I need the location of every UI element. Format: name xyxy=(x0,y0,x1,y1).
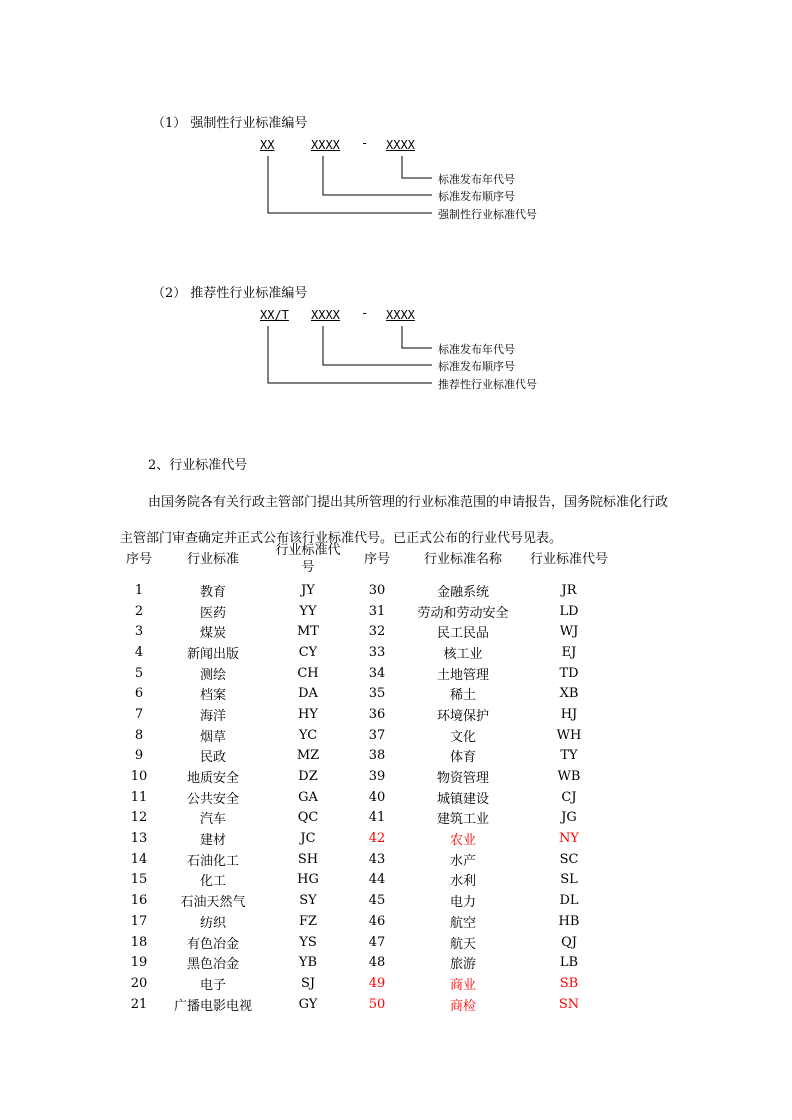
mandatory-label-seq: 标准发布顺序号 xyxy=(438,190,515,203)
row-seq-1: 5 xyxy=(134,665,144,681)
row-industry-1: 公共安全 xyxy=(186,791,239,807)
row-industry-1: 广播电影电视 xyxy=(173,998,252,1014)
row-industry-2: 环境保护 xyxy=(436,708,489,724)
row-industry-2: 城镇建设 xyxy=(436,791,489,807)
row-seq-2: 45 xyxy=(368,893,386,909)
recommended-code-dash: - xyxy=(361,306,369,320)
row-seq-2: 48 xyxy=(368,955,386,971)
industry-code-table xyxy=(118,538,616,1014)
row-industry-1: 测绘 xyxy=(199,667,226,683)
table-row xyxy=(118,663,616,684)
header-code-1: 行业标准代号 xyxy=(275,543,341,575)
row-industry-1: 海洋 xyxy=(199,708,226,724)
row-seq-1: 12 xyxy=(130,810,148,826)
row-seq-1: 1 xyxy=(134,582,144,598)
row-code-1: GA xyxy=(298,789,318,805)
section-paragraph: 由国务院各有关行政主管部门提出其所管理的行业标准范围的申请报告，国务院标准化行政主管部门审查确定并正式公布该行业标准代号。已正式公布的行业代号见表。 xyxy=(120,495,669,546)
table-row xyxy=(118,621,616,642)
row-industry-2: 劳动和劳动安全 xyxy=(417,605,509,621)
table-row xyxy=(118,704,616,725)
row-seq-2: 50 xyxy=(368,996,386,1012)
row-industry-1: 烟草 xyxy=(199,729,226,745)
row-code-2: SL xyxy=(560,872,578,888)
row-industry-2: 文化 xyxy=(449,729,476,745)
row-seq-2: 43 xyxy=(368,851,386,867)
row-seq-1: 13 xyxy=(130,831,148,847)
recommended-label-year: 标准发布年代号 xyxy=(438,343,515,356)
row-code-1: CH xyxy=(297,665,319,681)
table-row xyxy=(118,932,616,953)
row-industry-2: 航空 xyxy=(449,915,476,931)
row-industry-2: 旅游 xyxy=(449,957,476,973)
row-code-2: HJ xyxy=(560,706,578,722)
row-industry-2: 航天 xyxy=(449,936,476,952)
table-row xyxy=(118,828,616,849)
row-industry-2: 商业 xyxy=(449,977,476,993)
row-industry-1: 教育 xyxy=(199,584,226,600)
table-body xyxy=(118,580,616,1014)
row-industry-2: 物资管理 xyxy=(436,771,489,787)
row-code-2: LB xyxy=(559,955,579,971)
row-seq-1: 10 xyxy=(130,769,148,785)
table-row xyxy=(118,766,616,787)
row-code-2: SN xyxy=(558,996,580,1012)
row-seq-1: 15 xyxy=(130,872,148,888)
mandatory-label-code: 强制性行业标准代号 xyxy=(438,208,537,221)
row-code-1: HG xyxy=(297,872,319,888)
row-industry-1: 档案 xyxy=(199,688,226,704)
table-row xyxy=(118,890,616,911)
row-industry-1: 黑色冶金 xyxy=(186,957,239,973)
header-seq-1: 序号 xyxy=(125,551,152,567)
row-industry-1: 民政 xyxy=(199,750,226,766)
row-industry-1: 煤炭 xyxy=(199,626,226,642)
table-row xyxy=(118,601,616,622)
row-code-2: DL xyxy=(559,893,579,909)
row-industry-2: 农业 xyxy=(449,833,476,849)
row-code-1: MT xyxy=(297,624,319,640)
row-industry-1: 建材 xyxy=(199,833,226,849)
row-industry-1: 石油化工 xyxy=(186,853,239,869)
row-seq-1: 8 xyxy=(134,727,144,743)
row-code-2: QJ xyxy=(561,934,577,950)
row-industry-1: 有色冶金 xyxy=(186,936,239,952)
row-seq-2: 33 xyxy=(368,644,386,660)
row-industry-1: 地质安全 xyxy=(186,771,239,787)
table-row xyxy=(118,580,616,601)
mandatory-code-prefix: XX xyxy=(260,138,275,152)
recommended-code-year: XXXX xyxy=(386,308,415,322)
recommended-code-prefix: XX/T xyxy=(260,308,289,322)
table-row xyxy=(118,952,616,973)
header-industry-1: 行业标准 xyxy=(186,551,239,567)
row-code-1: GY xyxy=(298,996,318,1012)
row-code-2: LD xyxy=(559,603,579,619)
row-industry-2: 商检 xyxy=(449,998,476,1014)
row-seq-2: 49 xyxy=(368,975,386,991)
row-seq-1: 3 xyxy=(134,624,144,640)
row-code-2: CJ xyxy=(561,789,577,805)
row-code-1: QC xyxy=(297,810,319,826)
table-header-row xyxy=(118,538,616,580)
row-seq-2: 37 xyxy=(368,727,386,743)
row-industry-2: 核工业 xyxy=(443,646,483,662)
row-seq-2: 39 xyxy=(368,769,386,785)
row-seq-1: 21 xyxy=(130,996,148,1012)
row-code-1: YC xyxy=(298,727,318,743)
row-code-1: HY xyxy=(298,706,318,722)
row-code-1: SJ xyxy=(300,975,316,991)
row-code-1: MZ xyxy=(296,748,320,764)
row-industry-1: 化工 xyxy=(199,874,226,890)
row-code-1: SH xyxy=(297,851,319,867)
row-code-2: HB xyxy=(558,913,580,929)
row-industry-2: 土地管理 xyxy=(436,667,489,683)
row-seq-1: 9 xyxy=(134,748,144,764)
row-code-2: EJ xyxy=(561,644,577,660)
row-seq-1: 11 xyxy=(130,789,148,805)
row-seq-2: 47 xyxy=(368,934,386,950)
row-industry-2: 水产 xyxy=(449,853,476,869)
row-code-2: TD xyxy=(559,665,579,681)
row-industry-2: 金融系统 xyxy=(436,584,489,600)
table-row xyxy=(118,911,616,932)
mandatory-code-dash: - xyxy=(361,136,369,150)
header-seq-2: 序号 xyxy=(363,551,390,567)
recommended-title: （2） 推荐性行业标准编号 xyxy=(152,286,308,301)
row-industry-1: 石油天然气 xyxy=(180,895,246,911)
row-seq-1: 17 xyxy=(130,913,148,929)
row-seq-2: 35 xyxy=(368,686,386,702)
row-code-2: XB xyxy=(559,686,579,702)
row-seq-1: 16 xyxy=(130,893,148,909)
header-industry-2: 行业标准名称 xyxy=(423,551,502,567)
row-seq-1: 14 xyxy=(130,851,148,867)
row-seq-2: 40 xyxy=(368,789,386,805)
row-seq-2: 41 xyxy=(368,810,386,826)
row-seq-2: 36 xyxy=(368,706,386,722)
row-seq-2: 38 xyxy=(368,748,386,764)
row-code-1: DZ xyxy=(298,769,318,785)
row-seq-1: 6 xyxy=(134,686,144,702)
row-industry-1: 电子 xyxy=(199,977,226,993)
row-seq-2: 46 xyxy=(368,913,386,929)
row-industry-1: 纺织 xyxy=(199,915,226,931)
section-heading: 2、行业标准代号 xyxy=(148,458,248,473)
row-industry-2: 水利 xyxy=(449,874,476,890)
row-code-2: WJ xyxy=(559,624,579,640)
row-code-2: TY xyxy=(560,748,578,764)
row-code-2: JR xyxy=(561,582,577,598)
table-row xyxy=(118,746,616,767)
row-industry-2: 民工民品 xyxy=(436,626,489,642)
row-seq-2: 31 xyxy=(368,603,386,619)
row-seq-2: 32 xyxy=(368,624,386,640)
row-seq-2: 42 xyxy=(368,831,386,847)
recommended-code-sequence: XXXX xyxy=(311,308,340,322)
row-code-1: FZ xyxy=(298,913,318,929)
mandatory-label-year: 标准发布年代号 xyxy=(438,173,515,186)
mandatory-code-year: XXXX xyxy=(386,138,415,152)
row-code-1: YS xyxy=(299,934,317,950)
row-code-2: JG xyxy=(561,810,577,826)
row-industry-2: 电力 xyxy=(449,895,476,911)
row-code-1: YY xyxy=(299,603,317,619)
table-row xyxy=(118,994,616,1015)
header-code-2: 行业标准代号 xyxy=(529,551,608,567)
row-industry-1: 医药 xyxy=(199,605,226,621)
row-seq-1: 2 xyxy=(134,603,144,619)
row-code-2: NY xyxy=(559,831,579,847)
mandatory-title: （1） 强制性行业标准编号 xyxy=(152,116,308,131)
row-code-1: CY xyxy=(298,644,318,660)
row-code-1: JC xyxy=(300,831,316,847)
row-code-2: WB xyxy=(557,769,581,785)
row-code-2: SC xyxy=(559,851,579,867)
row-seq-1: 19 xyxy=(130,955,148,971)
row-seq-1: 4 xyxy=(134,644,144,660)
row-code-1: JY xyxy=(301,582,315,598)
row-industry-2: 稀土 xyxy=(449,688,476,704)
row-code-2: WH xyxy=(556,727,582,743)
row-seq-2: 44 xyxy=(368,872,386,888)
table-row xyxy=(118,973,616,994)
row-seq-2: 30 xyxy=(368,582,386,598)
row-industry-2: 体育 xyxy=(449,750,476,766)
row-industry-2: 建筑工业 xyxy=(436,812,489,828)
row-seq-1: 20 xyxy=(130,975,148,991)
row-seq-1: 7 xyxy=(134,706,144,722)
table-row xyxy=(118,787,616,808)
mandatory-code-sequence: XXXX xyxy=(311,138,340,152)
table-row xyxy=(118,642,616,663)
row-code-1: DA xyxy=(298,686,318,702)
row-industry-1: 汽车 xyxy=(199,812,226,828)
table-row xyxy=(118,849,616,870)
row-code-2: SB xyxy=(559,975,579,991)
table-row xyxy=(118,870,616,891)
recommended-label-seq: 标准发布顺序号 xyxy=(438,360,515,373)
row-seq-2: 34 xyxy=(368,665,386,681)
row-code-1: SY xyxy=(299,893,317,909)
recommended-label-code: 推荐性行业标准代号 xyxy=(438,378,537,391)
row-code-1: YB xyxy=(298,955,318,971)
table-row xyxy=(118,808,616,829)
row-seq-1: 18 xyxy=(130,934,148,950)
table-row xyxy=(118,725,616,746)
row-industry-1: 新闻出版 xyxy=(186,646,239,662)
table-row xyxy=(118,683,616,704)
